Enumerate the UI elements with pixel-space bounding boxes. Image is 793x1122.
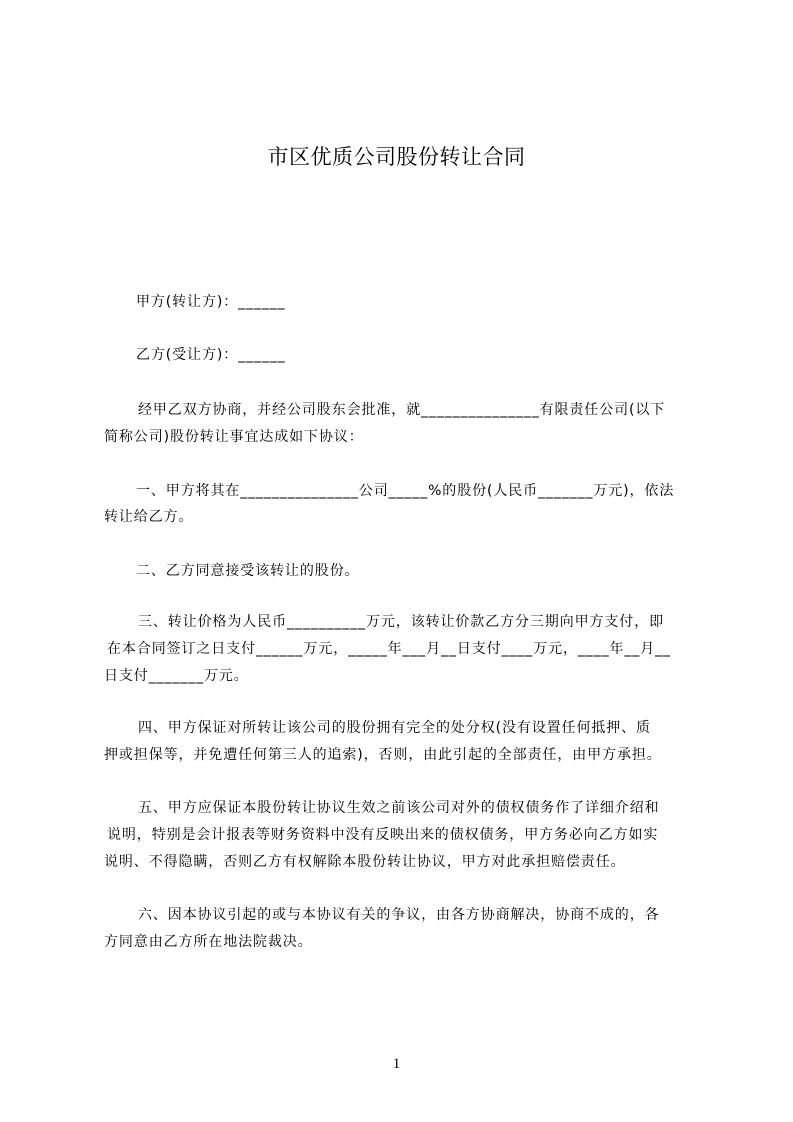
intro-line-1: 经甲乙双方协商，并经公司股东会批准，就_______________有限责任公司(以下 [138,402,666,418]
page-number: 1 [392,1056,401,1072]
clause-3-line-1: 三、转让价格为人民币__________万元，该转让价款乙方分三期向甲方支付，即 [138,614,664,630]
party-b-line: 乙方(受让方)：______ [136,347,286,363]
intro-line-2: 简称公司)股份转让事宜达成如下协议： [104,429,364,445]
clause-4-line-2: 押或担保等，并免遭任何第三人的追索)，否则，由此引起的全部责任，由甲方承担。 [104,747,662,763]
clause-5-line-2: 说明，特别是会计报表等财务资料中没有反映出来的债权债务，甲方务必向乙方如实 [107,827,659,843]
clause-3-line-2: 在本合同签订之日支付______万元，_____年___月__日支付____万元，____年__月__ [107,641,671,657]
clause-6-line-1: 六、因本协议引起的或与本协议有关的争议，由各方协商解决，协商不成的，各 [138,907,660,923]
clause-5-line-1: 五、甲方应保证本股份转让协议生效之前该公司对外的债权债务作了详细介绍和 [138,800,660,816]
clause-1-line-2: 转让给乙方。 [104,509,194,525]
document-title: 市区优质公司股份转让合同 [267,145,526,169]
clause-2-line-1: 二、乙方同意接受该转让的股份。 [136,563,360,579]
clause-4-line-1: 四、甲方保证对所转让该公司的股份拥有完全的处分权(没有设置任何抵押、质 [138,720,651,736]
party-a-line: 甲方(转让方)：______ [136,294,286,310]
clause-1-line-1: 一、甲方将其在_______________公司_____%的股份(人民币_______万元)，依法 [136,483,675,499]
clause-3-line-3: 日支付_______万元。 [104,668,249,684]
clause-6-line-2: 方同意由乙方所在地法院裁决。 [104,934,313,950]
clause-5-line-3: 说明、不得隐瞒，否则乙方有权解除本股份转让协议，甲方对此承担赔偿责任。 [104,854,626,870]
